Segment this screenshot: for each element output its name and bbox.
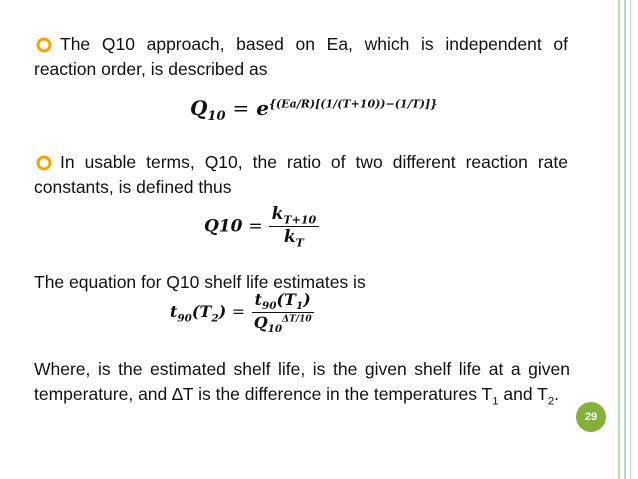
paragraph-3: The equation for Q10 shelf life estimates is [34, 272, 366, 292]
equation-shelf-life: $t_{90}(T_2)$ = $\frac{t_{90}(T_1)}{Q_{10}^{\Delta T/10}}$ [170, 290, 315, 335]
paragraph-2: In usable terms, Q10, the ratio of two different reaction rate constants, is defined thus [34, 152, 568, 197]
rail-line [618, 0, 620, 479]
paragraph-4: Where, is the estimated shelf life, is the given shelf life at a given temperature, and ∆T is the difference in the temperatures $T_1$ and $T_2$. [34, 359, 570, 408]
decorative-rail [600, 0, 638, 479]
equation-q10-arrhenius: $Q_{10} = e^{\{(Ea/R)[(1/(T+10))-(1/T)]\}}$ [190, 96, 438, 124]
rail-line [630, 0, 631, 479]
equation-q10-ratio: Q10 = $\frac{k_{T+10}}{k_T}$ [204, 204, 319, 250]
slide-number-badge: 29 [576, 402, 606, 432]
paragraph-1: The Q10 approach, based on Ea, which is independent of reaction order, is described as [34, 34, 568, 79]
rail-line [624, 0, 626, 479]
